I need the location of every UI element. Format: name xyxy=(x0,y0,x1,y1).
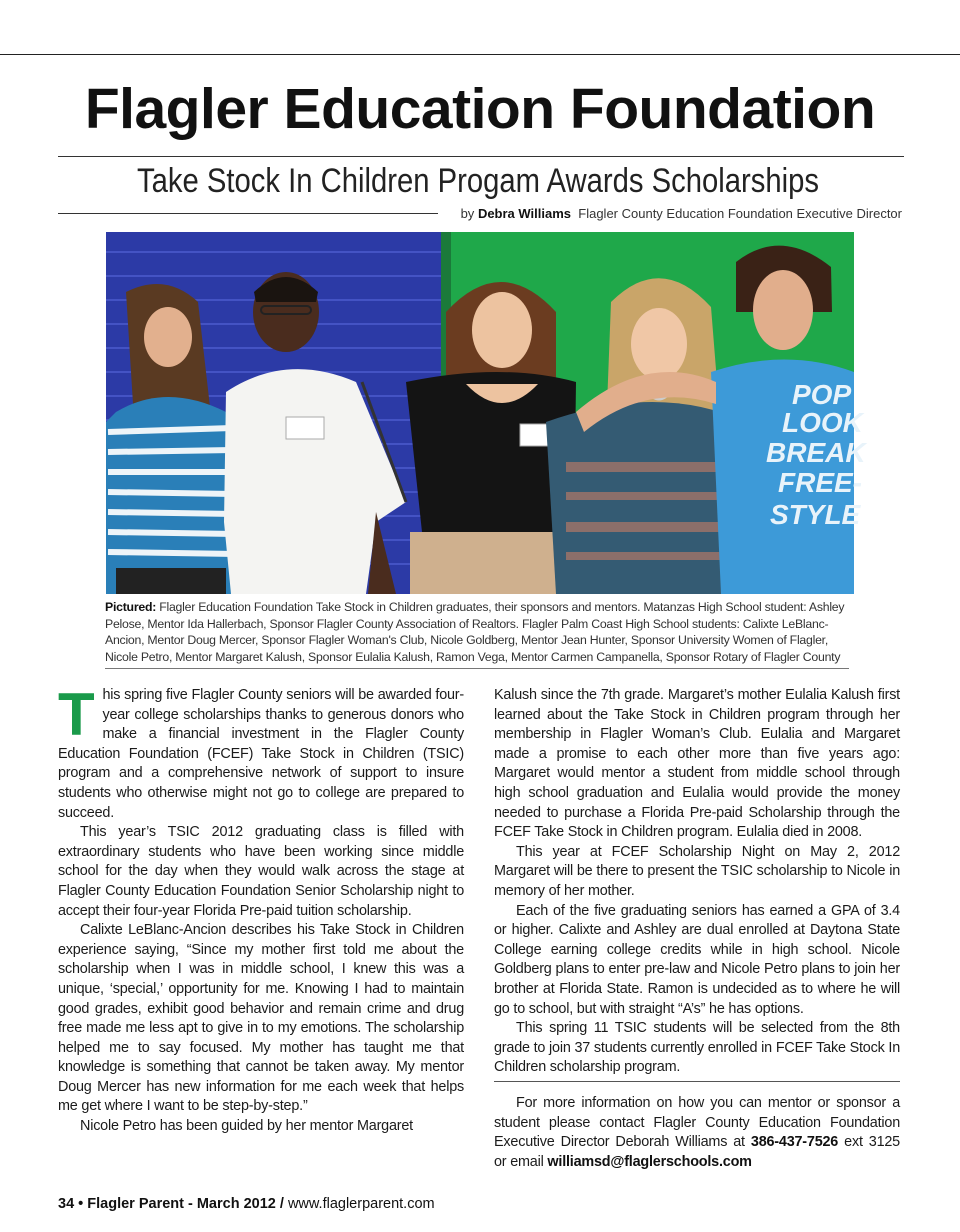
contact-paragraph xyxy=(494,1094,900,1172)
contact-box xyxy=(494,1094,900,1172)
shirt-text-2: LOOK xyxy=(782,407,863,438)
paragraph-1 xyxy=(58,681,464,823)
caption-text: Flagler Education Foundation Take Stock in Children graduates, their sponsors and mentors. Matanzas High School student: Ashley Pelose, Mentor Ida Hallerbach, Sponsor Flagler County Association of Realtors. Flagler Palm Coast High School students: Calixte LeBlanc-Ancion, Mentor Doug Mercer, Sponsor Flagler Woman's Club, Nicole Goldberg, Mentor Jean Hunter, Sponsor University Women of Flagler, Nicole Petro, Mentor Margaret Kalush, Sponsor Eulalia Kalush, Ramon Vega, Mentor Carmen Campanella, Sponsor Rotary of Flagler County xyxy=(105,600,845,664)
group-photo xyxy=(106,232,866,594)
paragraph-7: Each of the five graduating seniors has earned a GPA of 3.4 or higher. Calixte and Ashley are dual enrolled at Daytona State College earning college credits while in high school. Nicole Goldberg plans to enter pre-law and Nicole Petro plans to join her brother at Florida State. Ramon is undecided as to where he will go to school, but with straight “A’s” he has options. xyxy=(494,902,900,1017)
article-column-right xyxy=(494,686,900,1078)
byline xyxy=(461,206,902,221)
author-name: Debra Williams xyxy=(477,206,572,221)
paragraph-1-text: his spring five Flagler County seniors will be awarded four-year college scholarships thanks to generous donors who make a financial investment in the Flagler County Education Foundation (FCEF) Take Stock in Children (TSIC) program and a comprehensive network of support to insure students who otherwise might not go to college are prepared to succeed. xyxy=(58,687,464,821)
masthead-rule xyxy=(58,156,904,157)
paragraph-8: This spring 11 TSIC students will be selected from the 8th grade to join 37 students currently enrolled in FCEF Take Stock In Children scholarship program. xyxy=(494,1020,900,1076)
byline-rule xyxy=(58,213,438,214)
caption-label: Pictured: xyxy=(105,600,157,614)
paragraph-6: This year at FCEF Scholarship Night on May 2, 2012 Margaret will be there to present the TSIC scholarship to Nicole in memory of her mother. xyxy=(494,843,900,899)
top-rule xyxy=(0,54,960,55)
shirt-text-3: BREAK xyxy=(766,437,866,468)
paragraph-5: Kalush since the 7th grade. Margaret’s mother Eulalia Kalush first learned about the Take Stock in Children program through her membership in Flagler Woman’s Club. Eulalia and Margaret made a promise to each other more than five years ago: Margaret would mentor a student from middle school through high school graduation and Eulalia would provide the money needed to purchase a Florida Pre-paid Scholarship through the FCEF Take Stock in Children program. Eulalia died in 2008. xyxy=(494,687,900,841)
shirt-text-4: FREE- xyxy=(778,467,862,498)
contact-rule xyxy=(494,1081,900,1082)
paragraph-3: Calixte LeBlanc-Ancion describes his Take Stock in Children experience saying, “Since my mother first told me about the scholarship when I was in middle school, I knew this was a unique, ‘special,’ opportunity for me. Knowing I had to maintain good grades, exhibit good behavior and remain crime and drug free made me less apt to give in to my emotions. The scholarship helped me to say focused. My mother has taught me that knowledge is something that cannot be taken away. My mentor Doug Mercer has new information for me each week that helps me get where I want to be step-by-step.” xyxy=(58,922,464,1115)
contact-email[interactable]: williamsd@flaglerschools.com xyxy=(547,1153,752,1170)
masthead-title: Flagler Education Foundation xyxy=(84,77,876,141)
contact-ext: ext 3125 or email xyxy=(494,1134,900,1170)
contact-phone[interactable]: 386-437-7526 xyxy=(750,1134,839,1151)
paragraph-4: Nicole Petro has been guided by her mentor Margaret xyxy=(80,1118,413,1135)
footer-issue: 34 • Flagler Parent - March 2012 / xyxy=(58,1196,284,1212)
author-title: Flagler County Education Foundation Executive Director xyxy=(578,206,902,221)
article-column-left xyxy=(58,681,464,1137)
footer-url[interactable]: www.flaglerparent.com xyxy=(287,1196,435,1212)
paragraph-2: This year’s TSIC 2012 graduating class is filled with extraordinary students who have been working since middle school for the day when they would walk across the stage at Flagler County Education Foundation Senior Scholarship night to accept their four-year Florida Pre-paid tuition scholarship. xyxy=(58,824,464,919)
shirt-text-1: POP xyxy=(792,379,852,410)
drop-cap: T xyxy=(58,681,95,748)
article-title: Take Stock In Children Progam Awards Scholarships xyxy=(136,162,820,200)
contact-text: For more information on how you can mentor or sponsor a student please contact Flagler County Education Foundation Executive Director Deborah Williams at xyxy=(494,1095,900,1151)
shirt-text-5: STYLE xyxy=(770,499,861,530)
photo-caption xyxy=(105,599,857,665)
byline-prefix: by xyxy=(460,206,475,221)
caption-rule xyxy=(105,668,849,669)
page-footer xyxy=(58,1196,435,1212)
